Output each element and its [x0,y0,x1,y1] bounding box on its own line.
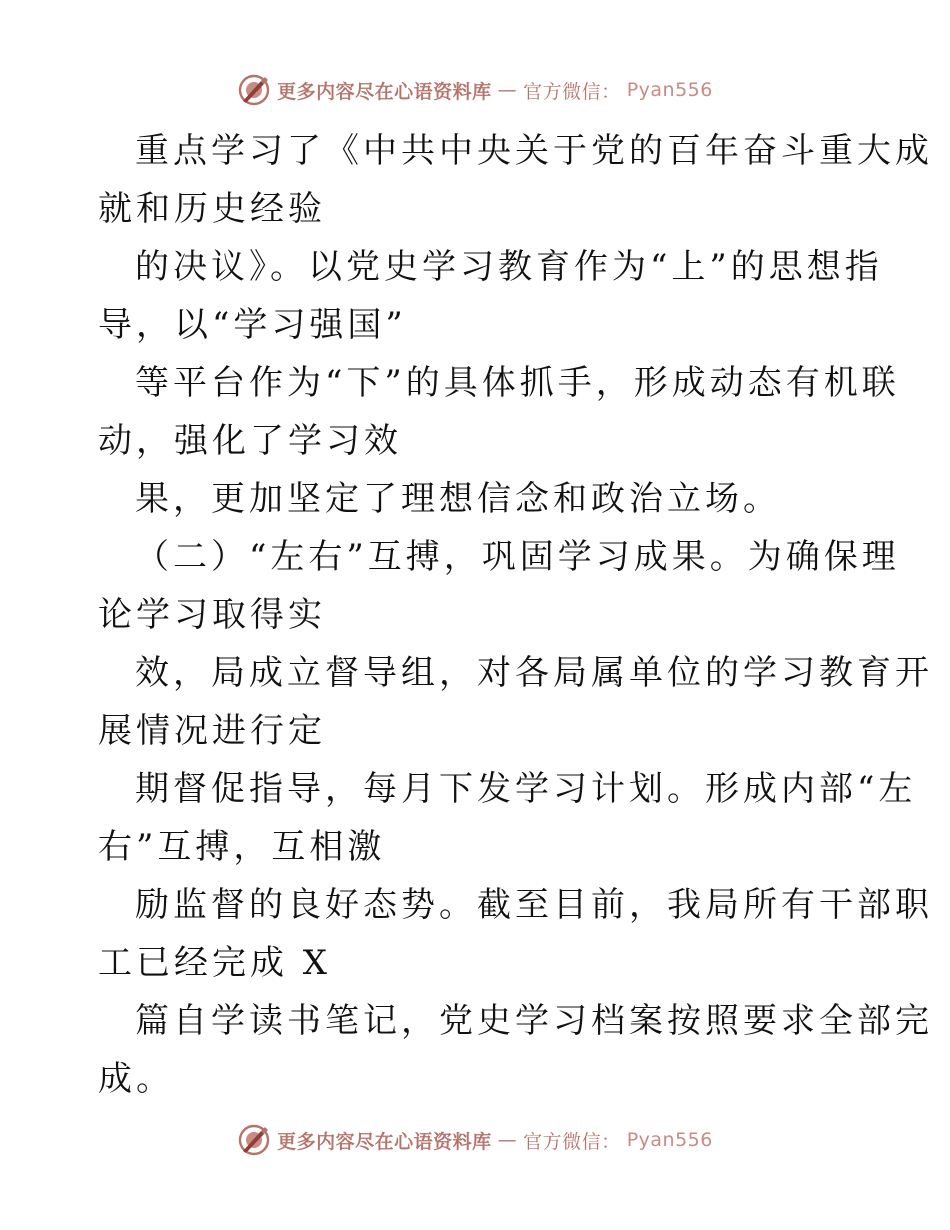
watermark-dash: — [497,79,518,101]
watermark-wechat-label: 官方微信： [523,80,621,103]
text-line: 右”互搏，互相激 [98,827,386,867]
watermark-dash: — [497,1129,518,1151]
text-line: 期督促指导，每月下发学习计划。形成内部“左 [135,769,917,809]
text-line: 效，局成立督导组，对各局属单位的学习教育开 [135,653,933,693]
text-line: 工已经完成 X [98,943,332,983]
watermark-main-text: 更多内容尽在心语资料库 [277,1130,492,1153]
watermark-wechat-label: 官方微信： [523,1130,621,1153]
text-line: 篇自学读书笔记，党史学习档案按照要求全部完 [135,1001,933,1041]
pen-logo-icon [237,1123,271,1157]
text-line: 重点学习了《中共中央关于党的百年奋斗重大成 [135,131,933,171]
text-line: 动，强化了学习效 [98,421,402,461]
text-line: 导，以“学习强国” [98,305,407,345]
watermark-main-text: 更多内容尽在心语资料库 [277,80,492,103]
text-line: 成。 [98,1059,174,1099]
text-line: 的决议》。以党史学习教育作为“上”的思想指 [135,247,883,287]
pen-logo-icon [237,73,271,107]
footer-watermark [0,1120,950,1160]
watermark-wechat-id: Pyan556 [626,79,713,101]
document-body [98,122,933,1108]
text-line: 等平台作为“下”的具体抓手，形成动态有机联 [135,363,900,403]
header-watermark [0,70,950,110]
text-line: 励监督的良好态势。截至目前，我局所有干部职 [135,885,933,925]
text-line: （二）“左右”互搏，巩固学习成果。为确保理 [135,537,900,577]
text-line: 展情况进行定 [98,711,326,751]
text-line: 论学习取得实 [98,595,326,635]
text-line: 果，更加坚定了理想信念和政治立场。 [135,479,781,519]
text-line: 就和历史经验 [98,189,326,229]
watermark-wechat-id: Pyan556 [626,1129,713,1151]
